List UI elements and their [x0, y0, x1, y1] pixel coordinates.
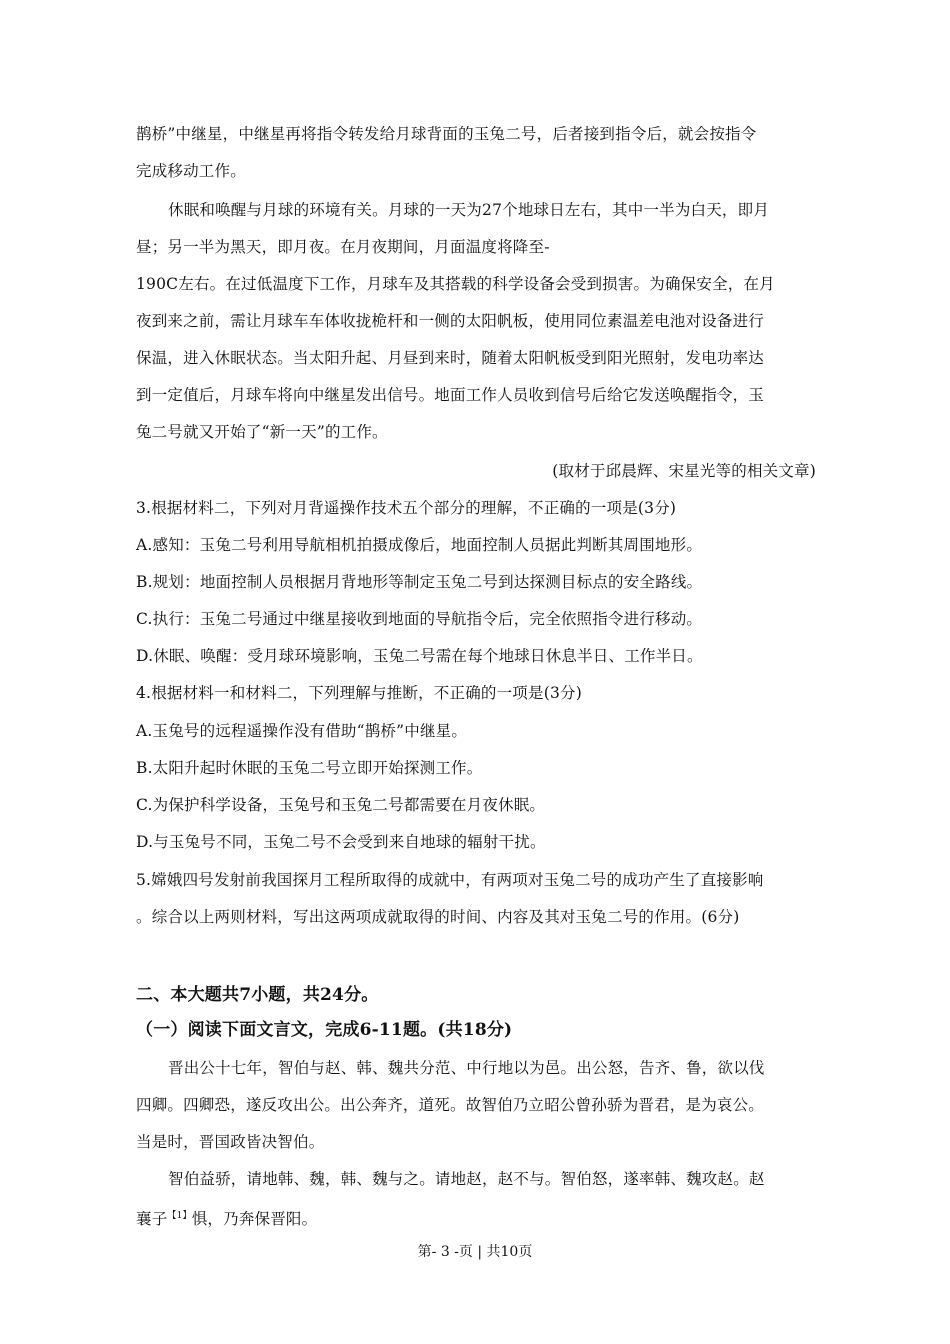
classical-text-line [136, 1205, 816, 1230]
material-line: 190C左右。在过低温度下工作，月球车及其搭载的科学设备会受到损害。为确保安全，在月 [136, 275, 775, 293]
page-footer: 第- 3 -页 | 共10页 [417, 1244, 533, 1260]
question-3-option-b: B.规划：地面控制人员根据月背地形等制定玉兔二号到达探测目标点的安全路线。 [136, 573, 703, 591]
material-line: 保温，进入休眠状态。当太阳升起、月昼到来时，随着太阳帆板受到阳光照射，发电功率达 [136, 349, 765, 367]
question-3-option-c: C.执行：玉兔二号通过中继星接收到地面的导航指令后，完全依照指令进行移动。 [136, 610, 703, 628]
question-3-option-d: D.休眠、唤醒：受月球环境影响，玉兔二号需在每个地球日休息半日、工作半日。 [136, 647, 703, 665]
subsection-title: （一）阅读下面文言文，完成6-11题。(共18分) [136, 1020, 513, 1040]
section-title: 二、本大题共7小题，共24分。 [136, 985, 379, 1005]
material-line: 昼；另一半为黑天，即月夜。在月夜期间，月面温度将降至- [136, 238, 550, 256]
classical-text-line: 当是时，晋国政皆决智伯。 [136, 1133, 325, 1151]
question-4-option-a: A.玉兔号的远程遥操作没有借助“鹊桥”中继星。 [136, 722, 468, 740]
question-3-option-a: A.感知：玉兔二号利用导航相机拍摄成像后，地面控制人员据此判断其周围地形。 [136, 536, 703, 554]
classical-text-line: 四卿。四卿恐，遂反攻出公。出公奔齐，道死。故智伯乃立昭公曾孙骄为晋君，是为哀公。 [136, 1096, 765, 1114]
question-4-option-b: B.太阳升起时休眠的玉兔二号立即开始探测工作。 [136, 759, 483, 777]
classical-text-segment: 惧，乃奔保晋阳。 [191, 1210, 318, 1229]
material-line: 完成移动工作。 [136, 162, 246, 180]
material-line: 夜到来之前，需让月球车车体收拢桅杆和一侧的太阳帆板，使用同位素温差电池对设备进行 [136, 312, 765, 330]
question-3-stem: 3.根据材料二，下列对月背遥操作技术五个部分的理解，不正确的一项是(3分) [136, 499, 677, 517]
material-line: 鹊桥”中继星，中继星再将指令转发给月球背面的玉兔二号，后者接到指令后，就会按指令 [136, 125, 757, 143]
question-4-option-d: D.与玉兔号不同，玉兔二号不会受到来自地球的辐射干扰。 [136, 833, 546, 851]
question-4-stem: 4.根据材料一和材料二，下列理解与推断，不正确的一项是(3分) [136, 684, 582, 702]
material-line: 休眠和唤醒与月球的环境有关。月球的一天为27个地球日左右，其中一半为白天，即月 [168, 201, 770, 219]
question-4-option-c: C.为保护科学设备，玉兔号和玉兔二号都需要在月夜休眠。 [136, 796, 546, 814]
footnote-marker: 【1】 [167, 1211, 192, 1221]
classical-text-line: 智伯益骄，请地韩、魏，韩、魏与之。请地赵，赵不与。智伯怒，遂率韩、魏攻赵。赵 [168, 1170, 765, 1188]
question-5-line: 5.嫦娥四号发射前我国探月工程所取得的成就中，有两项对玉兔二号的成功产生了直接影响 [136, 871, 764, 889]
question-5-line: 。综合以上两则材料，写出这两项成就取得的时间、内容及其对玉兔二号的作用。(6分) [136, 908, 740, 926]
classical-text-segment: 襄子 [136, 1210, 168, 1229]
material-line: 到一定值后，月球车将向中继星发出信号。地面工作人员收到信号后给它发送唤醒指令，玉 [136, 386, 765, 404]
material-line: 兔二号就又开始了“新一天”的工作。 [136, 423, 388, 441]
classical-text-line: 晋出公十七年，智伯与赵、韩、魏共分范、中行地以为邑。出公怒，告齐、鲁，欲以伐 [168, 1059, 765, 1077]
source-citation: (取材于邱晨辉、宋星光等的相关文章) [552, 462, 816, 480]
